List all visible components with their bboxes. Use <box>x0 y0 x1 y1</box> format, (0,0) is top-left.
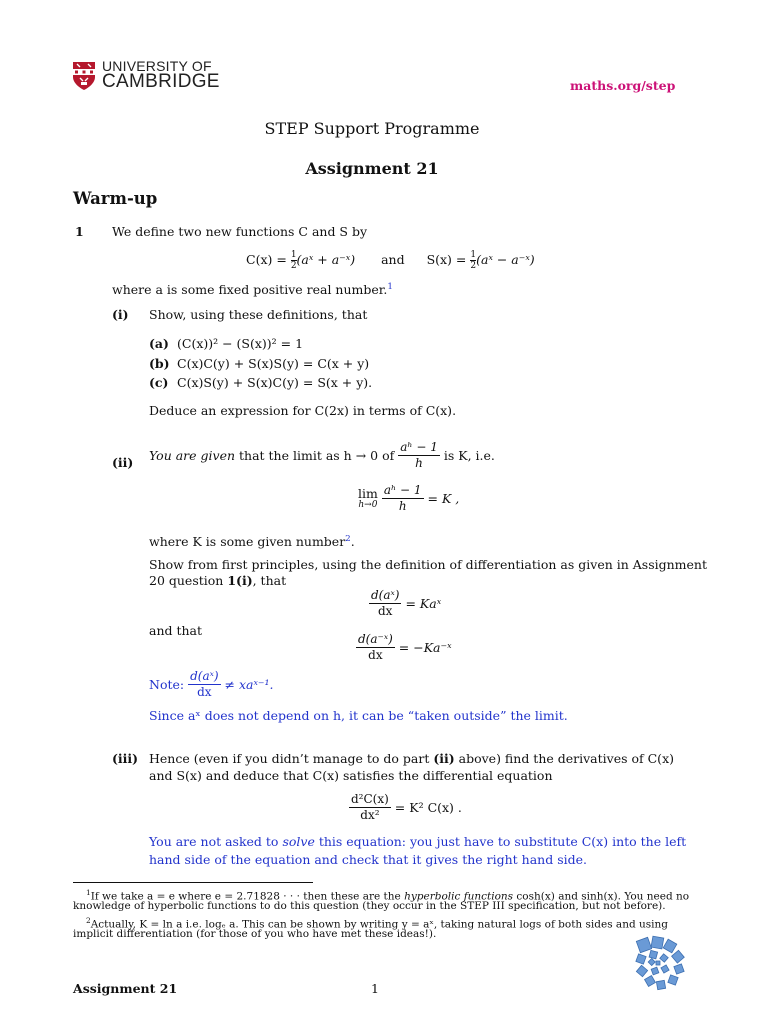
part-i-a-eq: (C(x))² − (S(x))² = 1 <box>177 336 304 351</box>
note-rhs: ≠ xaˣ⁻¹. <box>224 676 274 692</box>
question-intro: We define two new functions C and S by <box>112 224 368 239</box>
part-iii-line-1c: above) find the derivatives of C(x) <box>454 751 674 766</box>
def-c-rhs: (aˣ + a⁻ˣ) <box>296 252 356 267</box>
show-line-2b: 1(i) <box>227 573 253 588</box>
and-that: and that <box>149 623 203 638</box>
limit-equation <box>358 483 459 514</box>
limit-frac-num: aʰ − 1 <box>400 440 438 454</box>
half-den-s: 2 <box>470 261 477 271</box>
part-ii-given-italic: You are given <box>149 447 236 463</box>
part-i-c-label: (c) <box>149 375 169 390</box>
def-c-lhs: C(x) = <box>246 252 287 267</box>
de-den: dx² <box>360 808 380 822</box>
where-a-text <box>112 279 393 298</box>
note-num: d(aˣ) <box>190 669 219 683</box>
lim-word: lim <box>358 486 378 501</box>
hint-line-1a: You are not asked to <box>149 834 283 849</box>
part-ii-label: (ii) <box>112 455 134 470</box>
de-fraction <box>349 792 391 823</box>
de-num: d²C(x) <box>351 792 389 806</box>
half-num-s: 1 <box>470 250 477 260</box>
footnote-ref-1[interactable]: 1 <box>387 282 393 292</box>
part-iii-label: (iii) <box>112 751 139 766</box>
footer-assignment: Assignment 21 <box>73 981 178 996</box>
footnote-rule <box>73 882 313 883</box>
university-name-line2: CAMBRIDGE <box>102 71 220 92</box>
limit-frac-den: h <box>415 456 423 470</box>
lim-equals-k: = K , <box>427 490 460 506</box>
d2-num: d(a⁻ˣ) <box>358 632 393 646</box>
part-i-deduce: Deduce an expression for C(2x) in terms of C(x). <box>149 403 457 418</box>
university-name-line1: UNIVERSITY OF <box>102 58 212 74</box>
part-ii-given-rest: that the limit as h → 0 of <box>239 447 395 463</box>
d1-fraction <box>369 588 401 619</box>
d2-rhs: = −Ka⁻ˣ <box>398 639 452 655</box>
part-iii-line-1a: Hence (even if you didn’t manage to do part <box>149 751 434 766</box>
hint-line-1b: solve <box>282 834 315 849</box>
def-s-lhs: S(x) = <box>426 252 467 267</box>
def-and: and <box>381 252 405 267</box>
footnote-2-line-2: implicit differentiation (for those of you who have met these ideas!). <box>73 928 437 940</box>
lim-fraction <box>382 483 424 514</box>
part-i-a-label: (a) <box>149 336 169 351</box>
where-a-sentence: where a is some fixed positive real number. <box>112 282 388 298</box>
step-website-link[interactable]: maths.org/step <box>570 78 676 93</box>
note-line <box>149 669 274 700</box>
part-i-c-eq: C(x)S(y) + S(x)C(y) = S(x + y). <box>177 375 373 390</box>
part-i-b-label: (b) <box>149 356 170 371</box>
part-i-text: Show, using these definitions, that <box>149 307 368 322</box>
spiral-logo-icon <box>628 935 692 999</box>
part-i-b-eq: C(x)C(y) + S(x)S(y) = C(x + y) <box>177 356 370 371</box>
note-label: Note: <box>149 676 185 692</box>
definition-equation <box>246 250 535 271</box>
half-num: 1 <box>290 250 297 260</box>
question-number: 1 <box>75 224 84 239</box>
hint-line-1 <box>149 834 686 850</box>
footnote-2-mark: 2 <box>86 916 91 925</box>
note-fraction <box>188 669 220 700</box>
hint-line-2: hand side of the equation and check that it gives the right hand side. <box>149 852 587 867</box>
footnote-ref-2[interactable]: 2 <box>345 534 351 544</box>
d2-den: dx <box>368 648 383 662</box>
def-s-rhs: (aˣ − a⁻ˣ) <box>476 252 535 267</box>
where-k-end: . <box>350 534 355 550</box>
lim-frac-num: aʰ − 1 <box>383 483 422 497</box>
part-iii-line-2: and S(x) and deduce that C(x) satisfies the differential equation <box>149 768 553 783</box>
part-iii-line-1 <box>149 751 674 767</box>
fn2-text: Actually, K = ln a i.e. logₑ a. This can be shown by writing y = aˣ, taking natural logs of both sides and using <box>90 918 669 931</box>
where-k-sentence: where K is some given number <box>149 534 346 550</box>
assignment-title: Assignment 21 <box>305 159 439 178</box>
fn1-text-a: If we take a = e where e = 2.71828 · · · then these are the <box>90 890 405 903</box>
part-iii-line-1b: (ii) <box>433 751 455 766</box>
limit-fraction <box>398 440 440 471</box>
lim-frac-den: h <box>398 499 407 513</box>
differential-equation <box>349 792 462 823</box>
fn1-text-c: cosh(x) and sinh(x). You need no <box>513 890 690 903</box>
part-i-label: (i) <box>112 307 129 322</box>
derivative-eq-2 <box>356 632 452 663</box>
show-line-2a: 20 question <box>149 573 228 588</box>
d1-rhs: = Kaˣ <box>405 595 442 611</box>
d1-den: dx <box>378 604 393 618</box>
part-ii-is-k: is K, i.e. <box>443 447 495 463</box>
lim-subscript: h→0 <box>358 500 378 510</box>
d1-num: d(aˣ) <box>371 588 400 602</box>
where-k-text <box>149 531 355 550</box>
crest-icon <box>72 61 96 91</box>
derivative-eq-1 <box>369 588 441 619</box>
university-logo <box>72 59 232 93</box>
page-title: STEP Support Programme <box>264 119 480 138</box>
footnote-1-line-2: knowledge of hyperbolic functions to do this question (they occur in the STEP III specification, but not before). <box>73 900 666 912</box>
show-line-2c: , that <box>252 573 287 588</box>
fn1-text-b: hyperbolic functions <box>404 890 514 903</box>
hint-line-1c: this equation: you just have to substitute C(x) into the left <box>314 834 687 849</box>
part-ii-given-line <box>149 440 495 471</box>
show-line-1: Show from first principles, using the definition of differentiation as given in Assignment <box>149 557 708 572</box>
show-line-2 <box>149 573 286 589</box>
footer-page-number: 1 <box>371 981 379 996</box>
note-den: dx <box>197 685 212 699</box>
de-rhs: = K² C(x) . <box>394 799 462 815</box>
since-text: Since aˣ does not depend on h, it can be “taken outside” the limit. <box>149 708 568 723</box>
d2-fraction <box>356 632 395 663</box>
section-heading: Warm-up <box>73 189 158 208</box>
footnote-1-mark: 1 <box>86 888 91 897</box>
half-den: 2 <box>290 261 297 271</box>
